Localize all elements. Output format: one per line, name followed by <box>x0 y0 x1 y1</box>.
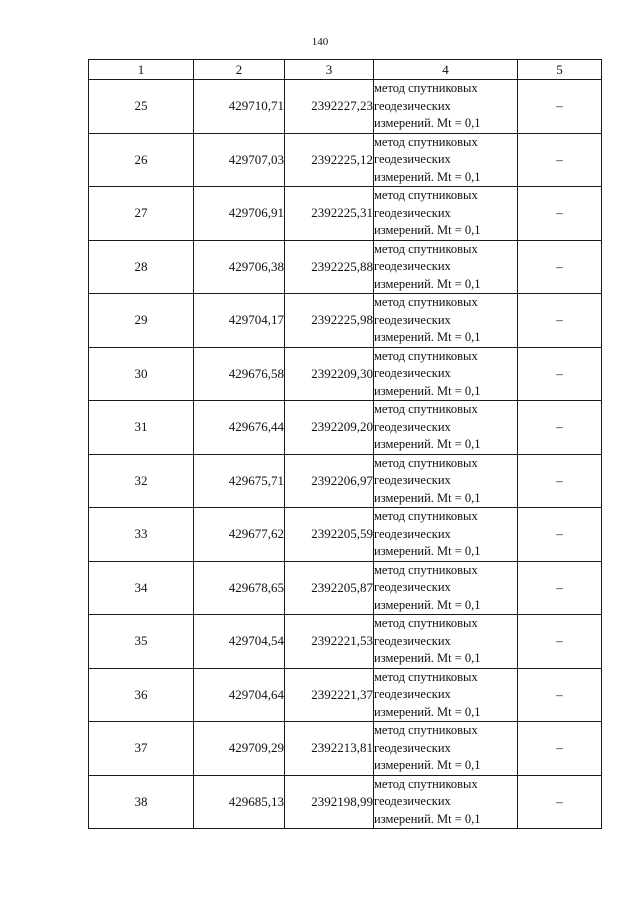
method-line: метод спутниковых <box>374 402 478 416</box>
note-cell: – <box>518 133 602 187</box>
method-line: измерений. Mt = 0,1 <box>374 116 481 130</box>
method-line: геодезических <box>374 526 451 541</box>
point-number-cell: 32 <box>89 454 194 508</box>
method-line: измерений. Mt = 0,1 <box>374 597 481 612</box>
table-row <box>89 294 602 348</box>
method-line: метод спутниковых <box>374 81 478 95</box>
point-number-cell: 29 <box>89 294 194 348</box>
note-cell: – <box>518 561 602 615</box>
method-line: измерений. Mt = 0,1 <box>374 330 481 344</box>
note-cell: – <box>518 240 602 294</box>
method-line: геодезических <box>374 633 451 648</box>
note-cell: – <box>518 347 602 401</box>
table-row <box>89 347 602 401</box>
table-row <box>89 561 602 615</box>
point-number-cell: 28 <box>89 240 194 294</box>
method-line: геодезических <box>374 419 451 434</box>
note-cell: – <box>518 668 602 722</box>
coordinate-y-cell: 2392225,12 <box>285 133 374 187</box>
coordinate-y-cell: 2392209,20 <box>285 401 374 455</box>
method-cell <box>374 187 518 241</box>
point-number-cell: 26 <box>89 133 194 187</box>
method-line: измерений. Mt = 0,1 <box>374 223 481 237</box>
coordinate-y-cell: 2392213,81 <box>285 722 374 776</box>
method-line: метод спутниковых <box>374 669 478 684</box>
method-line: метод спутниковых <box>374 776 478 791</box>
method-line: геодезических <box>374 152 451 166</box>
coordinate-x-cell: 429704,17 <box>194 294 285 348</box>
method-line: метод спутниковых <box>374 188 478 202</box>
method-line: геодезических <box>374 312 451 327</box>
point-number-cell: 36 <box>89 668 194 722</box>
header-col-3: 3 <box>285 60 374 80</box>
point-number-cell: 38 <box>89 775 194 829</box>
point-number-cell: 27 <box>89 187 194 241</box>
method-line: метод спутниковых <box>374 134 478 149</box>
coordinate-x-cell: 429678,65 <box>194 561 285 615</box>
table-row <box>89 775 602 829</box>
table-header-row <box>89 60 602 80</box>
point-number-cell: 25 <box>89 80 194 134</box>
method-cell <box>374 508 518 562</box>
table-row <box>89 454 602 508</box>
note-cell: – <box>518 80 602 134</box>
coordinate-y-cell: 2392198,99 <box>285 775 374 829</box>
table-row <box>89 133 602 187</box>
method-cell <box>374 401 518 455</box>
coordinate-y-cell: 2392206,97 <box>285 454 374 508</box>
note-cell: – <box>518 615 602 669</box>
point-number-cell: 37 <box>89 722 194 776</box>
method-line: измерений. Mt = 0,1 <box>374 383 481 398</box>
point-number-cell: 35 <box>89 615 194 669</box>
coordinate-x-cell: 429704,54 <box>194 615 285 669</box>
table-body <box>89 80 602 829</box>
coordinate-y-cell: 2392209,30 <box>285 347 374 401</box>
method-cell <box>374 668 518 722</box>
page-number: 140 <box>311 36 329 48</box>
method-cell <box>374 722 518 776</box>
note-cell: – <box>518 775 602 829</box>
point-number-cell: 30 <box>89 347 194 401</box>
coordinate-x-cell: 429704,64 <box>194 668 285 722</box>
method-line: геодезических <box>374 259 451 273</box>
note-cell: – <box>518 401 602 455</box>
method-line: измерений. Mt = 0,1 <box>374 544 481 558</box>
method-line: измерений. Mt = 0,1 <box>374 169 481 184</box>
method-cell <box>374 454 518 508</box>
table-row <box>89 722 602 776</box>
note-cell: – <box>518 454 602 508</box>
method-line: геодезических <box>374 98 451 113</box>
point-number-cell: 33 <box>89 508 194 562</box>
coordinate-x-cell: 429706,38 <box>194 240 285 294</box>
header-col-2: 2 <box>194 60 285 80</box>
method-line: метод спутниковых <box>374 723 478 737</box>
method-cell <box>374 347 518 401</box>
method-line: геодезических <box>374 366 451 380</box>
coordinate-x-cell: 429676,44 <box>194 401 285 455</box>
method-line: измерений. Mt = 0,1 <box>374 651 481 665</box>
table-row <box>89 401 602 455</box>
method-line: геодезических <box>374 205 451 220</box>
coordinate-x-cell: 429706,91 <box>194 187 285 241</box>
method-line: метод спутниковых <box>374 348 478 363</box>
method-line: измерений. Mt = 0,1 <box>374 758 481 772</box>
table-row <box>89 80 602 134</box>
method-cell <box>374 615 518 669</box>
method-cell <box>374 133 518 187</box>
header-col-4: 4 <box>374 60 518 80</box>
method-line: геодезических <box>374 580 451 594</box>
method-cell <box>374 240 518 294</box>
coordinate-y-cell: 2392225,98 <box>285 294 374 348</box>
method-line: метод спутниковых <box>374 455 478 470</box>
table-row <box>89 187 602 241</box>
coordinate-y-cell: 2392225,31 <box>285 187 374 241</box>
coordinate-x-cell: 429676,58 <box>194 347 285 401</box>
table-row <box>89 668 602 722</box>
table-row <box>89 508 602 562</box>
coordinate-x-cell: 429709,29 <box>194 722 285 776</box>
method-line: геодезических <box>374 473 451 487</box>
note-cell: – <box>518 508 602 562</box>
coordinate-x-cell: 429710,71 <box>194 80 285 134</box>
coordinate-y-cell: 2392221,37 <box>285 668 374 722</box>
note-cell: – <box>518 722 602 776</box>
method-line: метод спутниковых <box>374 295 478 309</box>
coordinate-x-cell: 429677,62 <box>194 508 285 562</box>
method-line: метод спутниковых <box>374 509 478 523</box>
method-line: метод спутниковых <box>374 616 478 630</box>
coordinate-y-cell: 2392205,87 <box>285 561 374 615</box>
table-row <box>89 240 602 294</box>
header-col-1: 1 <box>89 60 194 80</box>
point-number-cell: 34 <box>89 561 194 615</box>
coordinate-x-cell: 429675,71 <box>194 454 285 508</box>
table-row <box>89 615 602 669</box>
method-line: измерений. Mt = 0,1 <box>374 490 481 505</box>
method-line: геодезических <box>374 687 451 701</box>
coordinate-y-cell: 2392227,23 <box>285 80 374 134</box>
method-cell <box>374 775 518 829</box>
method-line: геодезических <box>374 794 451 808</box>
method-line: метод спутниковых <box>374 241 478 256</box>
method-cell <box>374 80 518 134</box>
coordinate-y-cell: 2392205,59 <box>285 508 374 562</box>
note-cell: – <box>518 187 602 241</box>
coordinate-y-cell: 2392225,88 <box>285 240 374 294</box>
coordinate-x-cell: 429685,13 <box>194 775 285 829</box>
method-cell <box>374 294 518 348</box>
point-number-cell: 31 <box>89 401 194 455</box>
method-line: измерений. Mt = 0,1 <box>374 437 481 451</box>
coordinate-y-cell: 2392221,53 <box>285 615 374 669</box>
coordinate-x-cell: 429707,03 <box>194 133 285 187</box>
header-col-5: 5 <box>518 60 602 80</box>
method-line: измерений. Mt = 0,1 <box>374 704 481 719</box>
coordinates-table <box>88 59 602 829</box>
method-cell <box>374 561 518 615</box>
method-line: измерений. Mt = 0,1 <box>374 276 481 291</box>
note-cell: – <box>518 294 602 348</box>
method-line: геодезических <box>374 740 451 755</box>
method-line: измерений. Mt = 0,1 <box>374 811 481 826</box>
method-line: метод спутниковых <box>374 562 478 577</box>
